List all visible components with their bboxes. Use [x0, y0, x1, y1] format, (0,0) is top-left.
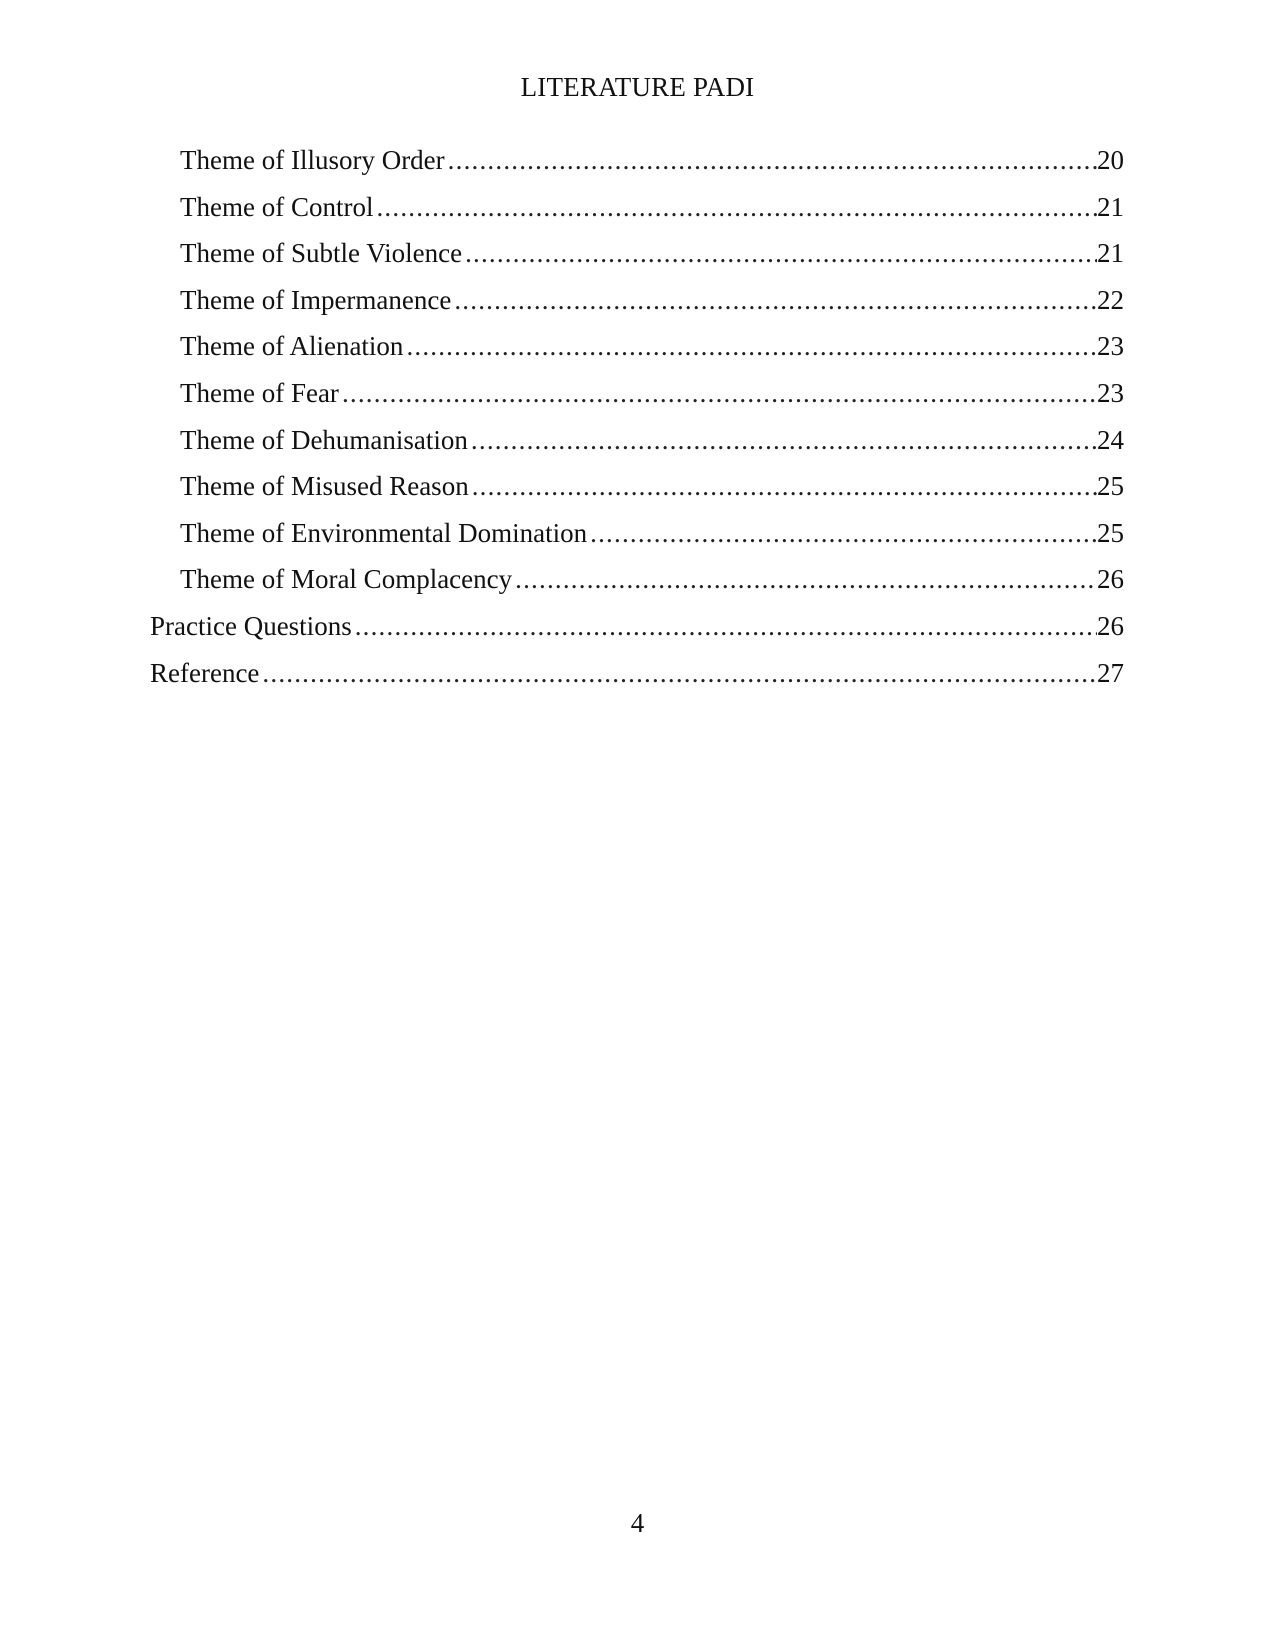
toc-entry-page: 26	[1097, 564, 1124, 595]
toc-entry-dehumanisation[interactable]	[180, 423, 1124, 470]
toc-entry-page: 23	[1097, 331, 1124, 362]
toc-dot-leader	[448, 143, 1097, 177]
toc-entry-title: Theme of Illusory Order	[180, 145, 445, 175]
toc-entry-title: Theme of Environmental Domination	[180, 517, 588, 548]
toc-entry-page: 25	[1097, 471, 1124, 502]
toc-entry-title: Theme of Subtle Violence	[180, 238, 463, 269]
toc-entry-impermanence[interactable]	[180, 283, 1124, 330]
toc-entry-title: Theme of Moral Complacency	[180, 564, 513, 595]
toc-entry-subtle-violence[interactable]	[180, 236, 1124, 283]
toc-entry-page: 26	[1097, 610, 1124, 641]
page-number: 4	[630, 1508, 645, 1538]
toc-entry-illusory-order[interactable]	[180, 143, 1124, 190]
toc-dot-leader	[515, 562, 1097, 596]
toc-entry-practice-questions[interactable]	[150, 609, 1124, 656]
toc-entry-page: 22	[1097, 284, 1124, 315]
toc-entry-title: Theme of Dehumanisation	[180, 424, 468, 455]
toc-dot-leader	[465, 236, 1097, 270]
toc-entry-page: 21	[1097, 238, 1124, 269]
table-of-contents	[0, 143, 1275, 702]
toc-dot-leader	[471, 423, 1097, 457]
toc-entry-environmental-domination[interactable]	[180, 516, 1124, 563]
toc-entry-title: Practice Questions	[150, 610, 352, 641]
toc-dot-leader	[590, 516, 1097, 550]
toc-entry-title: Reference	[150, 657, 260, 688]
toc-entry-title: Theme of Fear	[180, 377, 339, 408]
toc-dot-leader	[342, 376, 1097, 410]
toc-dot-leader	[262, 656, 1097, 690]
toc-dot-leader	[406, 329, 1097, 363]
toc-entry-moral-complacency[interactable]	[180, 562, 1124, 609]
toc-dot-leader	[355, 609, 1097, 643]
toc-entry-control[interactable]	[180, 190, 1124, 237]
toc-entry-reference[interactable]	[150, 656, 1124, 703]
toc-entry-page: 25	[1097, 517, 1124, 548]
toc-entry-title: Theme of Alienation	[180, 331, 404, 362]
toc-entry-page: 20	[1097, 145, 1124, 175]
toc-entry-alienation[interactable]	[180, 329, 1124, 376]
toc-entry-page: 24	[1097, 424, 1124, 455]
toc-dot-leader	[454, 283, 1097, 317]
toc-dot-leader	[376, 190, 1097, 224]
toc-entry-title: Theme of Misused Reason	[180, 471, 469, 502]
toc-entry-page: 21	[1097, 191, 1124, 222]
toc-entry-fear[interactable]	[180, 376, 1124, 423]
toc-entry-misused-reason[interactable]	[180, 469, 1124, 516]
toc-entry-title: Theme of Impermanence	[180, 284, 452, 315]
toc-entry-page: 27	[1097, 657, 1124, 688]
running-header: LITERATURE PADI	[520, 72, 755, 102]
toc-entry-page: 23	[1097, 377, 1124, 408]
toc-dot-leader	[472, 469, 1097, 503]
toc-entry-title: Theme of Control	[180, 191, 374, 222]
